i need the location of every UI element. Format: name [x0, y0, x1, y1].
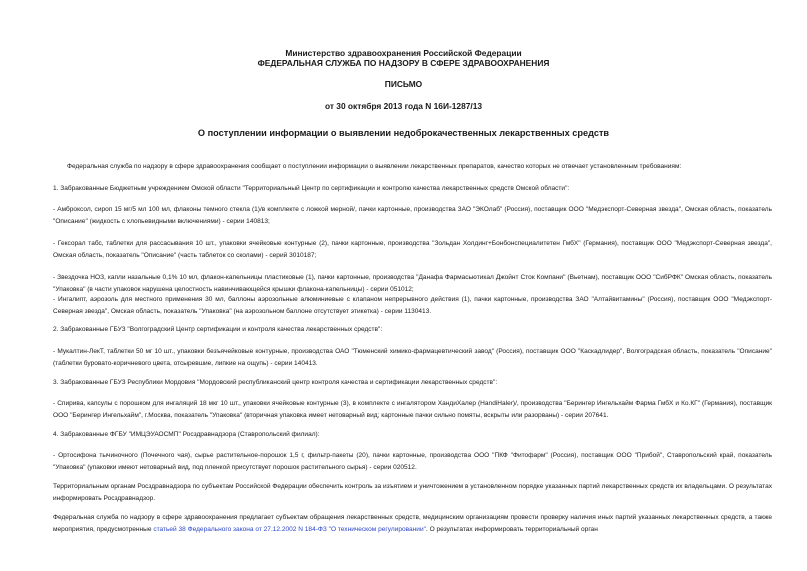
territorial-paragraph: Территориальным органам Росздравнадзора по субъектам Российской Федерации обеспечить контроль за изъятием и уничтожением в установленном порядке указанных партий лекарственных средств их владельцами. О результатах информировать Росздравнадзор.	[53, 483, 772, 502]
intro-paragraph: Федеральная служба по надзору в сфере здравоохранения сообщает о поступлении информации о выявлении лекарственных препаратов, качество которых не отвечает установленным требованиям:	[67, 163, 682, 170]
section-1-item-4: - Ингалипт, аэрозоль для местного применения 30 мл, баллоны аэрозольные алюминиевые с клапаном непрерывного действия (1), пачки картонные, производства ЗАО "Алтайвитамины" (Россия), поставщик ООО "Медэкспорт-Северная звезда", Омская область, показатель "Упаковка" (на аэрозольном баллоне отсутствует этикетка) - серии 1130413.	[53, 296, 772, 315]
section-4-heading: 4. Забракованные ФГБУ "ИМЦЭУАОСМП" Росздравнадзора (Ставропольский филиал):	[53, 431, 320, 438]
section-1-item-3: - Звездочка НОЗ, капли назальные 0,1% 10 мл, флакон-капельницы пластиковые (1), пачки картонные, производства "Данафа Фармасьютикал Джойнт Сток Компани" (Вьетнам), поставщик ООО "СибРФК" Омская область, показатель "Упаковка" (в части упаковок нарушена целостность навинчивающейся крышки флакона-капельницы) - серии 051012;	[53, 274, 772, 293]
section-1-item-2: - Гексорал табс, таблетки для рассасывания 10 шт., упаковки ячейковые контурные (2), пачки картонные, производства "Зольдан Холдинг+Бонбонспециалитетен ГмбХ" (Германия), поставщик ООО "Медэкспорт-Северная звезда", Омская область, показатель "Описание" (часть таблеток со сколами) - серий 3010187;	[53, 240, 772, 259]
section-3-heading: 3. Забракованные ГБУЗ Республики Мордовия "Мордовский республиканский центр контроля качества и сертификации лекарственных средств":	[53, 379, 498, 386]
final-text-a: Федеральная служба по надзору в сфере здравоохранения предлагает субъектам обращения лекарственных средств, медицинским организациям провести проверку наличия иных партий указанных лекарственных средств, а также мероприятия, предусмотренные	[53, 514, 772, 533]
final-paragraph	[53, 512, 772, 535]
final-text-b: . О результатах информировать территориальный орган	[425, 525, 598, 533]
federal-law-link[interactable]: статьей 38 Федерального закона от 27.12.2002 N 184-ФЗ "О техническом регулировании"	[153, 525, 426, 533]
section-3-item-1: - Спирива, капсулы с порошком для ингаляций 18 мкг 10 шт., упаковки ячейковые контурные (3), в комплекте с ингалятором ХандиХалер (HandiHaler)/, производства "Берингер Ингельхайм Фарма ГмбХ и Ко.КГ" (Германия), поставщик ООО "Берингер Ингельхайм", г.Москва, показатель "Упаковка" (вторичная упаковка имеет нетоварный вид; картонные пачки сильно помяты, вскрыты или разорваны) - серии 207641.	[53, 400, 772, 419]
service-name: ФЕДЕРАЛЬНАЯ СЛУЖБА ПО НАДЗОРУ В СФЕРЕ ЗДРАВООХРАНЕНИЯ	[257, 58, 550, 68]
section-2-item-1: - Мукалтин-ЛекТ, таблетки 50 мг 10 шт., упаковки безъячейковые контурные, производства ОАО "Тюменский химико-фармацевтический завод" (Россия), поставщик ООО "Каскадлидер", Волгоградская область, показатель "Описание" (таблетки буровато-коричневого цвета, отсыревшие, липкие на ощупь) - серии 140413.	[53, 348, 772, 367]
document-date-number: от 30 октября 2013 года N 16И-1287/13	[324, 101, 483, 111]
document-title: О поступлении информации о выявлении недоброкачественных лекарственных средств	[197, 128, 610, 138]
section-1-heading: 1. Забракованные Бюджетным учреждением Омской области "Территориальный Центр по сертификации и контролю качества лекарственных средств Омской области":	[53, 185, 570, 192]
ministry-name: Министерство здравоохранения Российской Федерации	[285, 48, 522, 58]
section-1-item-1: - Амброксол, сироп 15 мг/5 мл 100 мл, флаконы темного стекла (1)/в комплекте с ложкой мерной/, пачки картонные, производства ЗАО "ЭКОлаб" (Россия), поставщик ООО "Медэкспорт-Северная звезда", Омская область, показатель "Описание" (жидкость с хлопьевидными включениями) - серии 140813;	[53, 206, 772, 225]
document-type: ПИСЬМО	[384, 79, 423, 89]
section-2-heading: 2. Забракованные ГБУЗ "Волгоградский Центр сертификации и контроля качества лекарственных средств":	[53, 326, 383, 333]
section-4-item-1: - Ортосифона тычиночного (Почечного чая), сырье растительное-порошок 1,5 г, фильтр-пакеты (20), пачки картонные, производства ООО "ПКФ "Фитофарм" (Россия), поставщик ООО "Прибой", Ставропольский край, показатель "Упаковка" (упаковки имеют нетоварный вид, под пленкой присутствует порошок растительного сырья) - серии 020512.	[53, 452, 772, 471]
